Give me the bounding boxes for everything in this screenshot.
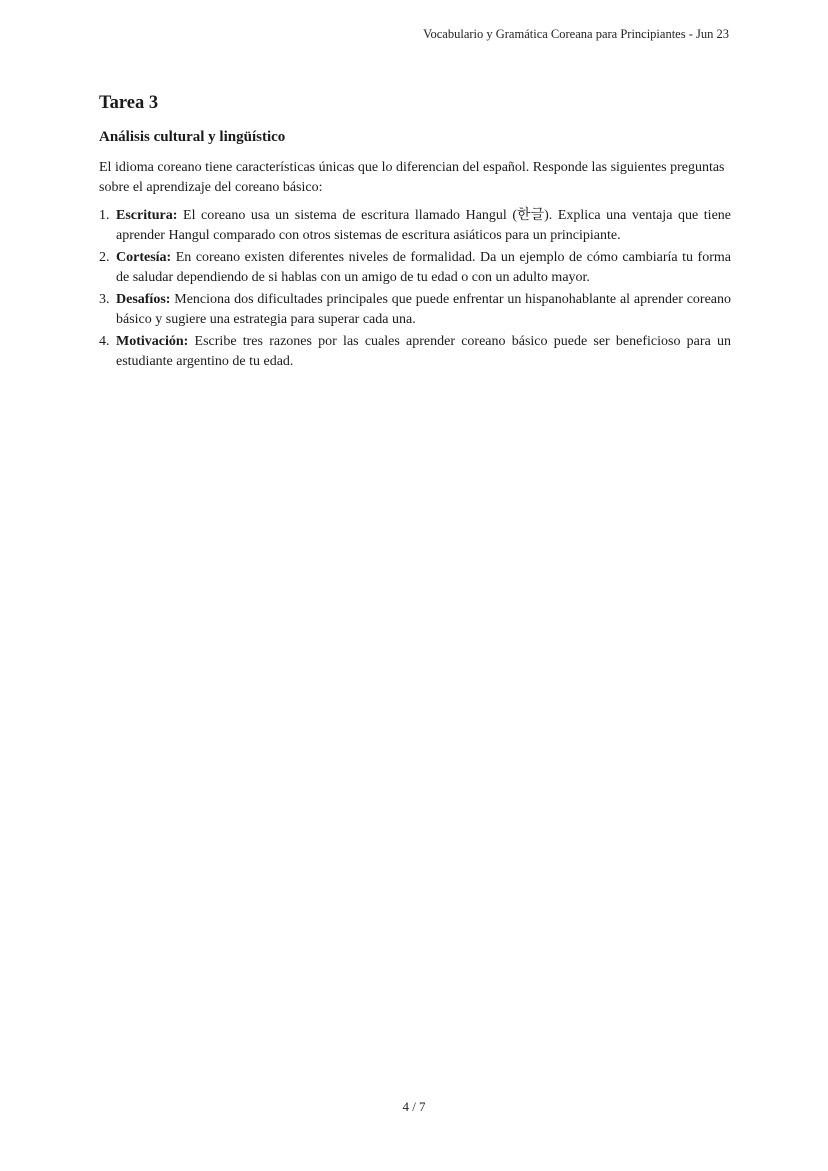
question-number: 1.: [99, 207, 110, 223]
question-term: Desafíos:: [116, 291, 171, 307]
page-content: [99, 92, 731, 374]
question-term: Cortesía:: [116, 249, 172, 265]
subsection-title: Análisis cultural y lingüístico: [99, 129, 286, 146]
question-item: [99, 248, 731, 288]
question-term: Escritura:: [116, 207, 178, 223]
question-text: En coreano existen diferentes niveles de formalidad. Da un ejemplo de cómo cambiaría tu forma de saludar dependiendo de si hablas con un amigo de tu edad o con un adulto mayor.: [116, 249, 731, 285]
intro-paragraph: El idioma coreano tiene características únicas que lo diferencian del español. Responde las siguientes preguntas sobre el aprendizaje del coreano básico:: [99, 159, 725, 195]
page-number: 4 / 7: [402, 1099, 426, 1114]
question-text: Escribe tres razones por las cuales aprender coreano básico puede ser beneficioso para un estudiante argentino de tu edad.: [116, 333, 731, 369]
question-text: El coreano usa un sistema de escritura llamado Hangul (한글). Explica una ventaja que tiene aprender Hangul comparado con otros sistemas de escritura asiáticos para un principiante.: [116, 207, 731, 243]
question-item: [99, 332, 731, 372]
question-term: Motivación:: [116, 333, 189, 349]
question-item: [99, 206, 731, 246]
question-number: 3.: [99, 291, 110, 307]
question-list: [99, 206, 731, 372]
question-number: 2.: [99, 249, 110, 265]
question-number: 4.: [99, 333, 110, 349]
running-header: Vocabulario y Gramática Coreana para Principiantes - Jun 23: [423, 27, 729, 41]
question-item: [99, 290, 731, 330]
task-title: Tarea 3: [99, 93, 159, 113]
question-text: Menciona dos dificultades principales que puede enfrentar un hispanohablante al aprender coreano básico y sugiere una estrategia para superar cada una.: [116, 291, 731, 327]
